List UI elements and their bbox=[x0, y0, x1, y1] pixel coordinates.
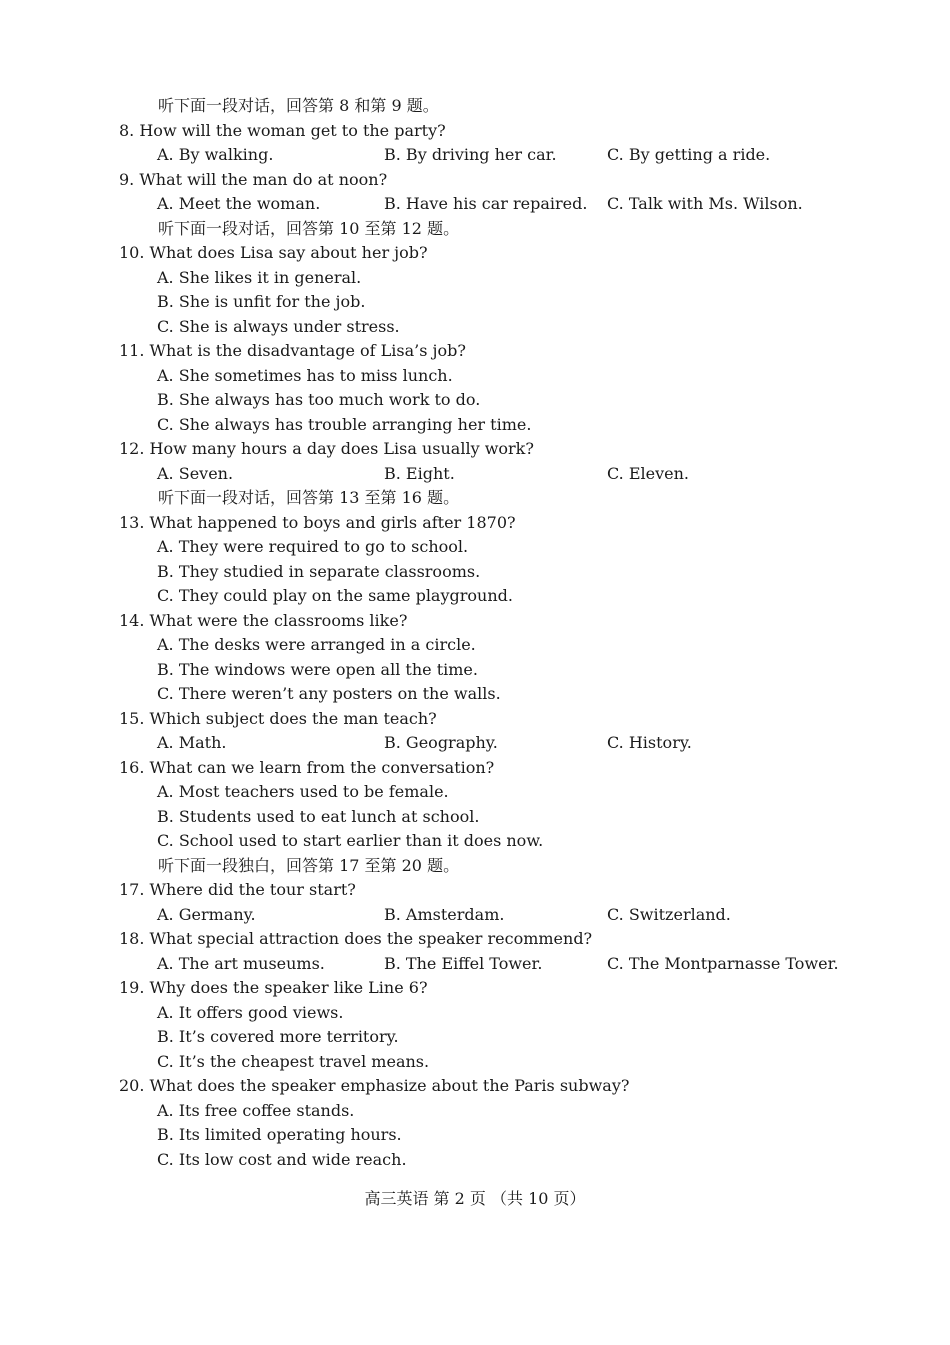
answer-option: C. She is always under stress. bbox=[157, 316, 400, 336]
section-instruction: 听下面一段对话，回答第 10 至第 12 题。 bbox=[158, 218, 460, 238]
answer-option: C. Talk with Ms. Wilson. bbox=[607, 194, 803, 213]
question-stem: 10. What does Lisa say about her job? bbox=[119, 243, 428, 262]
answer-option: B. Eight. bbox=[384, 463, 455, 483]
answer-option: C. The Montparnasse Tower. bbox=[607, 953, 839, 973]
options-row bbox=[113, 903, 873, 928]
answer-option: B. The Eiffel Tower. bbox=[384, 953, 543, 973]
question-stem: 14. What were the classrooms like? bbox=[119, 610, 408, 630]
answer-option: B. She is unfit for the job. bbox=[157, 292, 366, 311]
question-stem: 20. What does the speaker emphasize about the Paris subway? bbox=[119, 1076, 630, 1095]
question-stem: 8. How will the woman get to the party? bbox=[119, 120, 446, 140]
answer-option: A. The art museums. bbox=[157, 953, 325, 973]
answer-option: A. She likes it in general. bbox=[157, 267, 362, 287]
section-instruction: 听下面一段对话，回答第 13 至第 16 题。 bbox=[158, 488, 460, 507]
options-row bbox=[113, 192, 873, 217]
answer-option: A. Math. bbox=[157, 733, 227, 752]
answer-option: A. Its free coffee stands. bbox=[157, 1100, 355, 1120]
question-stem: 11. What is the disadvantage of Lisa’s job? bbox=[119, 341, 466, 360]
question-stem: 15. Which subject does the man teach? bbox=[119, 708, 437, 728]
answer-option: A. Most teachers used to be female. bbox=[157, 782, 449, 801]
question-stem: 12. How many hours a day does Lisa usually work? bbox=[119, 439, 534, 458]
question-stem: 9. What will the man do at noon? bbox=[119, 169, 388, 189]
answer-option: C. Its low cost and wide reach. bbox=[157, 1149, 407, 1169]
answer-option: C. They could play on the same playground. bbox=[157, 586, 513, 605]
answer-option: A. By walking. bbox=[157, 145, 274, 164]
answer-option: B. The windows were open all the time. bbox=[157, 659, 478, 679]
answer-option: B. Geography. bbox=[384, 733, 498, 752]
answer-option: B. She always has too much work to do. bbox=[157, 390, 481, 409]
answer-option: B. They studied in separate classrooms. bbox=[157, 561, 481, 581]
answer-option: B. Its limited operating hours. bbox=[157, 1125, 402, 1144]
question-stem: 13. What happened to boys and girls after 1870? bbox=[119, 512, 516, 532]
answer-option: A. It offers good views. bbox=[157, 1002, 344, 1022]
answer-option: C. By getting a ride. bbox=[607, 145, 771, 164]
answer-option: B. Have his car repaired. bbox=[384, 194, 588, 213]
question-stem: 19. Why does the speaker like Line 6? bbox=[119, 978, 428, 997]
options-row bbox=[113, 143, 873, 168]
section-instruction: 听下面一段独白，回答第 17 至第 20 题。 bbox=[158, 855, 460, 875]
answer-option: A. Meet the woman. bbox=[157, 194, 321, 213]
options-row bbox=[113, 952, 873, 977]
question-stem: 16. What can we learn from the conversation? bbox=[119, 757, 495, 777]
answer-option: A. They were required to go to school. bbox=[157, 537, 469, 556]
answer-option: B. By driving her car. bbox=[384, 145, 557, 164]
answer-option: A. Seven. bbox=[157, 463, 234, 483]
answer-option: C. School used to start earlier than it does now. bbox=[157, 831, 544, 850]
answer-option: C. Eleven. bbox=[607, 463, 690, 483]
page-footer: 高三英语 第 2 页 （共 10 页） bbox=[364, 1189, 586, 1208]
answer-option: C. She always has trouble arranging her time. bbox=[157, 414, 532, 434]
options-row bbox=[113, 462, 873, 487]
answer-option: A. She sometimes has to miss lunch. bbox=[157, 365, 453, 385]
answer-option: B. It’s covered more territory. bbox=[157, 1027, 399, 1046]
answer-option: C. There weren’t any posters on the walls. bbox=[157, 684, 501, 703]
listening-section bbox=[113, 94, 873, 1172]
answer-option: B. Amsterdam. bbox=[384, 904, 505, 924]
answer-option: C. Switzerland. bbox=[607, 904, 731, 924]
question-stem: 18. What special attraction does the speaker recommend? bbox=[119, 929, 593, 948]
section-instruction: 听下面一段对话，回答第 8 和第 9 题。 bbox=[158, 96, 439, 115]
question-stem: 17. Where did the tour start? bbox=[119, 880, 356, 899]
options-row bbox=[113, 731, 873, 756]
answer-option: A. Germany. bbox=[157, 904, 256, 924]
answer-option: B. Students used to eat lunch at school. bbox=[157, 806, 480, 826]
answer-option: C. It’s the cheapest travel means. bbox=[157, 1051, 430, 1071]
answer-option: A. The desks were arranged in a circle. bbox=[157, 635, 476, 654]
answer-option: C. History. bbox=[607, 733, 692, 752]
